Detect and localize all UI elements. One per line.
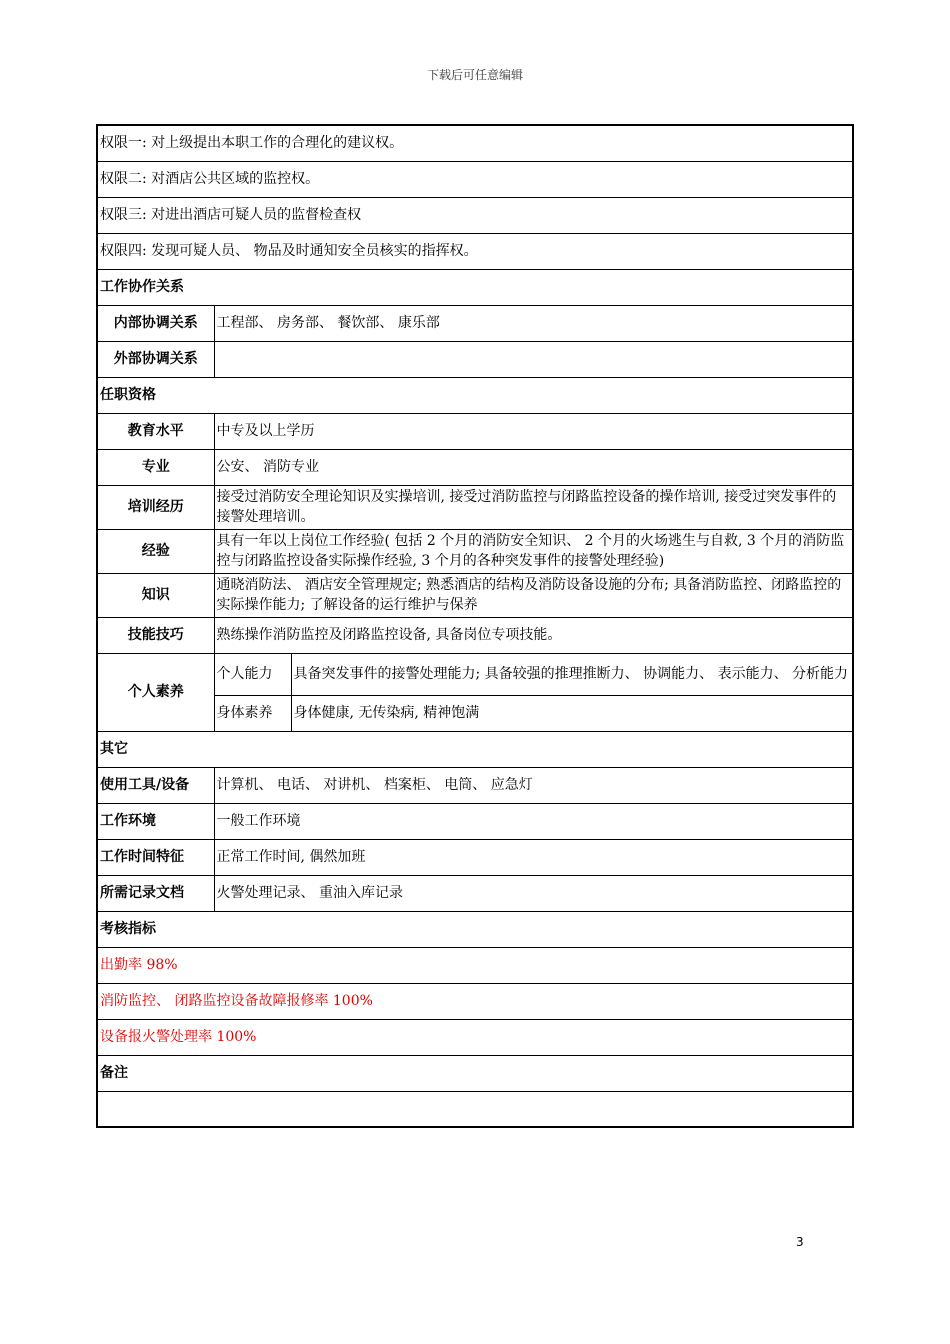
work-time-label: 工作时间特征 [97,839,214,875]
external-coordination-value [214,341,853,377]
ability-label: 个人能力 [214,653,291,695]
training-label: 培训经历 [97,485,214,529]
table-row [97,485,853,529]
authority-1: 权限一: 对上级提出本职工作的合理化的建议权。 [97,125,853,161]
table-row [97,573,853,617]
education-value: 中专及以上学历 [214,413,853,449]
authority-4: 权限四: 发现可疑人员、 物品及时通知安全员核实的指挥权。 [97,233,853,269]
kpi-row [97,947,853,983]
table-row [97,341,853,377]
skills-value: 熟练操作消防监控及闭路监控设备, 具备岗位专项技能。 [214,617,853,653]
section-row [97,377,853,413]
kpi-item: 设备报火警处理率 100% [97,1019,853,1055]
table-row [97,305,853,341]
education-label: 教育水平 [97,413,214,449]
knowledge-value: 通晓消防法、 酒店安全管理规定; 熟悉酒店的结构及消防设备设施的分布; 具备消防监控、闭路监控的实际操作能力; 了解设备的运行维护与保养 [214,573,853,617]
experience-value: 具有一年以上岗位工作经验( 包括 2 个月的消防安全知识、 2 个月的火场逃生与自救, 3 个月的消防监控与闭路监控设备实际操作经验, 3 个月的各种突发事件的接警处理经验) [214,529,853,573]
authority-row [97,233,853,269]
table-row [97,839,853,875]
authority-2: 权限二: 对酒店公共区域的监控权。 [97,161,853,197]
job-description-table [96,124,854,1128]
internal-coordination-value: 工程部、 房务部、 餐饮部、 康乐部 [214,305,853,341]
knowledge-label: 知识 [97,573,214,617]
ability-value: 具备突发事件的接警处理能力; 具备较强的推理推断力、 协调能力、 表示能力、 分析能力 [291,653,853,695]
table-row [97,617,853,653]
section-row [97,911,853,947]
section-qualification-title: 任职资格 [97,377,853,413]
environment-value: 一般工作环境 [214,803,853,839]
records-value: 火警处理记录、 重油入库记录 [214,875,853,911]
section-kpi-title: 考核指标 [97,911,853,947]
physical-value: 身体健康, 无传染病, 精神饱满 [291,695,853,731]
kpi-item: 消防监控、 闭路监控设备故障报修率 100% [97,983,853,1019]
tools-label: 使用工具/设备 [97,767,214,803]
table-row [97,803,853,839]
external-coordination-label: 外部协调关系 [97,341,214,377]
section-row [97,269,853,305]
tools-value: 计算机、 电话、 对讲机、 档案柜、 电筒、 应急灯 [214,767,853,803]
table-row [97,1091,853,1127]
table-row [97,413,853,449]
experience-label: 经验 [97,529,214,573]
kpi-item: 出勤率 98% [97,947,853,983]
major-value: 公安、 消防专业 [214,449,853,485]
section-cooperation-title: 工作协作关系 [97,269,853,305]
table-row [97,449,853,485]
skills-label: 技能技巧 [97,617,214,653]
authority-3: 权限三: 对进出酒店可疑人员的监督检查权 [97,197,853,233]
page-number: 3 [796,1235,804,1249]
page-header: 下载后可任意编辑 [426,68,523,82]
table-row [97,875,853,911]
table-row [97,529,853,573]
kpi-row [97,983,853,1019]
section-row [97,731,853,767]
section-remarks-title: 备注 [97,1055,853,1091]
table-row [97,767,853,803]
section-other-title: 其它 [97,731,853,767]
authority-row [97,161,853,197]
authority-row [97,197,853,233]
internal-coordination-label: 内部协调关系 [97,305,214,341]
training-value: 接受过消防安全理论知识及实操培训, 接受过消防监控与闭路监控设备的操作培训, 接受过突发事件的接警处理培训。 [214,485,853,529]
authority-row [97,125,853,161]
personal-quality-label: 个人素养 [97,653,214,731]
remarks-value [97,1091,853,1127]
work-time-value: 正常工作时间, 偶然加班 [214,839,853,875]
major-label: 专业 [97,449,214,485]
environment-label: 工作环境 [97,803,214,839]
kpi-row [97,1019,853,1055]
table-row [97,653,853,695]
section-row [97,1055,853,1091]
physical-label: 身体素养 [214,695,291,731]
records-label: 所需记录文档 [97,875,214,911]
